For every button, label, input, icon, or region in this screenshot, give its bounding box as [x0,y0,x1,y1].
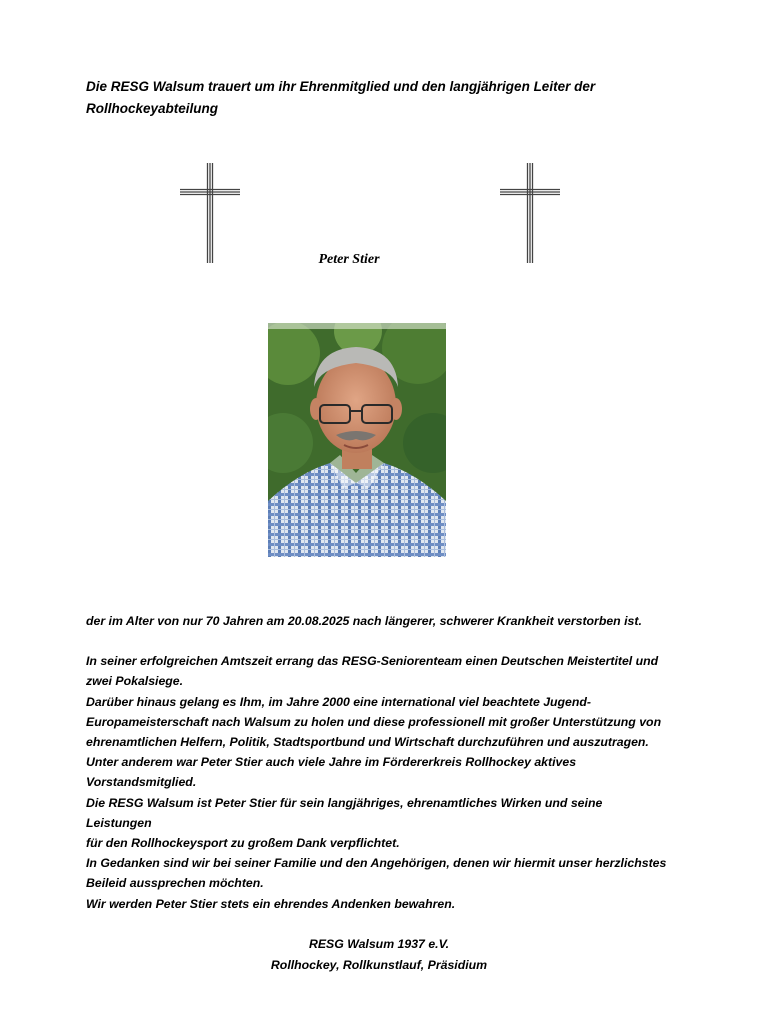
body-line: Darüber hinaus gelang es Ihm, im Jahre 2000 eine international viel beachtete Jugend- [86,694,592,709]
deceased-name: Peter Stier [318,252,380,267]
obituary-text [86,611,671,914]
body-line: für den Rollhockeysport zu großem Dank verpflichtet. [86,836,400,851]
body-line: Unter anderem war Peter Stier auch viele Jahre im Fördererkreis Rollhockey aktives [86,755,577,770]
signature-footer [0,934,758,975]
body-line: Die RESG Walsum ist Peter Stier für sein langjähriges, ehrenamtliches Wirken und seine Leistungen [86,795,603,830]
intro-line-2: Rollhockeyabteilung [86,101,219,116]
footer-club-name: RESG Walsum 1937 e.V. [308,937,450,951]
intro-line-1: Die RESG Walsum trauert um ihr Ehrenmitglied und den langjährigen Leiter der [86,79,596,94]
body-line: Europameisterschaft nach Walsum zu holen und diese professionell mit großer Unterstützung von [86,714,662,729]
body-line: ehrenamtlichen Helfern, Politik, Stadtsportbund und Wirtschaft durchzuführen und auszutragen. [86,735,649,750]
death-notice: der im Alter von nur 70 Jahren am 20.08.2025 nach längerer, schwerer Krankheit verstorben ist. [86,614,642,628]
intro-text [86,76,646,120]
body-line: Beileid aussprechen möchten. [86,876,264,891]
portrait-photo [268,323,446,557]
body-line: In seiner erfolgreichen Amtszeit errang das RESG-Seniorenteam einen Deutschen Meistertitel und [86,654,659,669]
body-line: zwei Pokalsiege. [86,674,184,689]
body-line: Vorstandsmitglied. [86,775,197,790]
body-line: In Gedanken sind wir bei seiner Familie und den Angehörigen, denen wir hiermit unser herzlichstes [86,856,667,871]
footer-departments: Rollhockey, Rollkunstlauf, Präsidium [270,957,488,972]
cross-icon [499,162,561,264]
body-line: Wir werden Peter Stier stets ein ehrendes Andenken bewahren. [86,896,456,911]
cross-icon [179,162,241,264]
